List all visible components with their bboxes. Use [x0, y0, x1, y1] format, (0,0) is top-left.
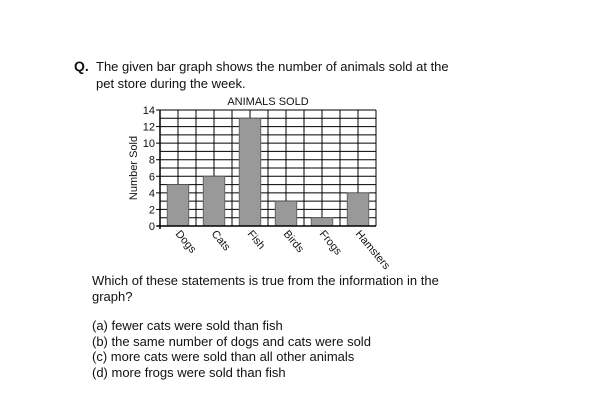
- bar-hamsters: [347, 193, 369, 226]
- y-tick-label: 8: [148, 154, 155, 167]
- bar-frogs: [311, 218, 333, 226]
- x-tick-label-frogs: Frogs: [316, 228, 344, 258]
- x-tick-label-hamsters: Hamsters: [352, 228, 393, 272]
- x-tick-label-birds: Birds: [280, 228, 307, 256]
- answer-options: [92, 318, 371, 380]
- option-b[interactable]: (b) the same number of dogs and cats were sold: [92, 333, 371, 349]
- question-label: Q.: [74, 58, 89, 74]
- y-tick-label: 2: [148, 204, 155, 217]
- bar-dogs: [167, 185, 189, 226]
- y-tick-label: 12: [142, 121, 155, 134]
- y-tick-label: 0: [148, 221, 155, 233]
- option-a[interactable]: (a) fewer cats were sold than fish: [92, 318, 283, 333]
- x-tick-label-fish: Fish: [244, 228, 268, 252]
- bar-birds: [275, 201, 297, 226]
- y-tick-label: 4: [148, 187, 155, 200]
- chart-title: ANIMALS SOLD: [227, 96, 309, 108]
- bar-fish: [239, 118, 261, 226]
- bar-cats: [203, 176, 225, 226]
- y-tick-label: 14: [142, 105, 155, 117]
- question-text: The given bar graph shows the number of animals sold at the pet store during the week.: [96, 59, 449, 91]
- x-tick-label-dogs: Dogs: [172, 228, 199, 256]
- y-tick-label: 10: [142, 138, 155, 151]
- y-axis-label: Number Sold: [128, 135, 140, 201]
- option-c[interactable]: (c) more cats were sold than all other animals: [92, 349, 355, 364]
- x-tick-label-cats: Cats: [208, 228, 233, 254]
- animals-sold-bar-chart: [110, 92, 400, 277]
- y-tick-label: 6: [148, 171, 155, 184]
- question-prompt: Which of these statements is true from the information in the graph?: [92, 273, 439, 304]
- option-d[interactable]: (d) more frogs were sold than fish: [92, 364, 286, 380]
